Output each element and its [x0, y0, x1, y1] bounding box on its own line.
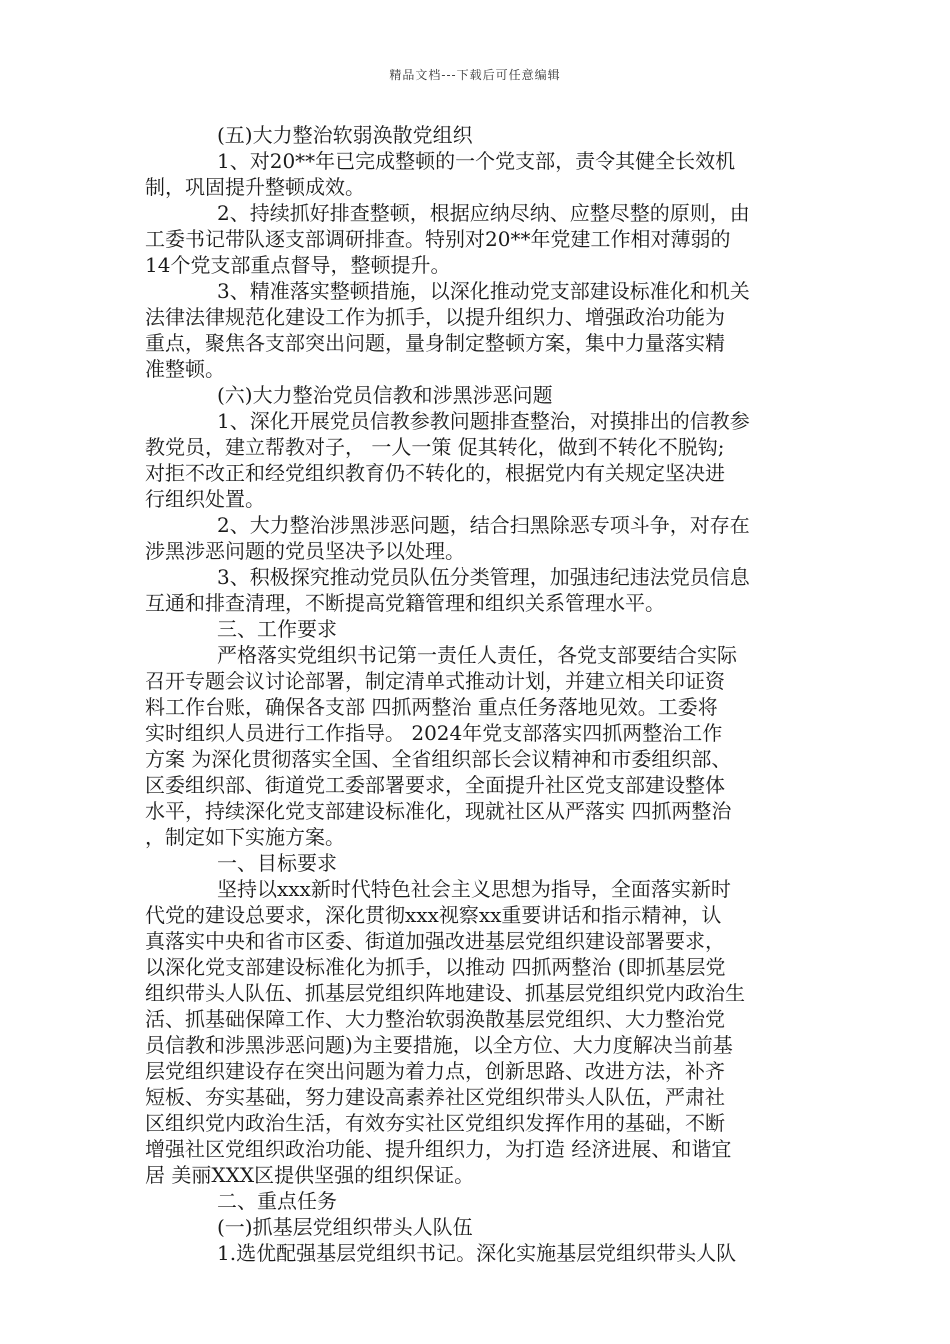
paragraph [145, 876, 807, 1188]
paragraph [145, 1240, 807, 1266]
paragraph [145, 850, 807, 876]
text-line: 互通和排查清理，不断提高党籍管理和组织关系管理水平。 [145, 591, 665, 615]
paragraph [145, 564, 807, 616]
text-line: 召开专题会议讨论部署，制定清单式推动计划，并建立相关印证资 [145, 669, 725, 693]
paragraph [145, 408, 807, 512]
paragraph [145, 278, 807, 382]
text-line: 居 美丽XXX区提供坚强的组织保证。 [145, 1163, 475, 1187]
text-line: 严格落实党组织书记第一责任人责任，各党支部要结合实际 [217, 643, 737, 667]
paragraph [145, 148, 807, 200]
text-line: 以深化党支部建设标准化为抓手，以推动 四抓两整治 (即抓基层党 [145, 955, 726, 979]
text-line: 2、持续抓好排查整顿，根据应纳尽纳、应整尽整的原则，由 [217, 201, 750, 225]
text-line: (六)大力整治党员信教和涉黑涉恶问题 [217, 383, 553, 407]
text-line: 二、重点任务 [217, 1189, 337, 1213]
text-line: 料工作台账，确保各支部 四抓两整治 重点任务落地见效。工委将 [145, 695, 718, 719]
text-line: 水平，持续深化党支部建设标准化，现就社区从严落实 四抓两整治 [145, 799, 732, 823]
document-body [145, 122, 807, 1266]
text-line: 三、工作要求 [217, 617, 337, 641]
text-line: 工委书记带队逐支部调研排查。特别对20**年党建工作相对薄弱的 [145, 227, 731, 251]
text-line: 3、积极探究推动党员队伍分类管理，加强违纪违法党员信息 [217, 565, 750, 589]
text-line: 区委组织部、街道党工委部署要求，全面提升社区党支部建设整体 [145, 773, 725, 797]
paragraph [145, 122, 807, 148]
text-line: 区组织党内政治生活，有效夯实社区党组织发挥作用的基础，不断 [145, 1111, 725, 1135]
text-line: 坚持以xxx新时代特色社会主义思想为指导，全面落实新时 [217, 877, 731, 901]
text-line: 1、对20**年已完成整顿的一个党支部，责令其健全长效机 [217, 149, 736, 173]
text-line: 行组织处置。 [145, 487, 265, 511]
text-line: 1.选优配强基层党组织书记。深化实施基层党组织带头人队 [217, 1241, 737, 1265]
text-line: 重点，聚焦各支部突出问题，量身制定整顿方案，集中力量落实精 [145, 331, 725, 355]
text-line: 2、大力整治涉黑涉恶问题，结合扫黑除恶专项斗争，对存在 [217, 513, 750, 537]
text-line: 组织带头人队伍、抓基层党组织阵地建设、抓基层党组织党内政治生 [145, 981, 745, 1005]
paragraph [145, 642, 807, 850]
text-line: 真落实中央和省市区委、街道加强改进基层党组织建设部署要求， [145, 929, 725, 953]
text-line: 准整顿。 [145, 357, 225, 381]
paragraph [145, 1188, 807, 1214]
text-line: 增强社区党组织政治功能、提升组织力，为打造 经济进展、和谐宜 [145, 1137, 732, 1161]
paragraph [145, 382, 807, 408]
text-line: (一)抓基层党组织带头人队伍 [217, 1215, 473, 1239]
text-line: (五)大力整治软弱涣散党组织 [217, 123, 473, 147]
text-line: 方案 为深化贯彻落实全国、全省组织部长会议精神和市委组织部、 [145, 747, 732, 771]
text-line: 3、精准落实整顿措施，以深化推动党支部建设标准化和机关 [217, 279, 750, 303]
text-line: 层党组织建设存在突出问题为着力点，创新思路、改进方法，补齐 [145, 1059, 725, 1083]
text-line: 制，巩固提升整顿成效。 [145, 175, 365, 199]
text-line: ，制定如下实施方案。 [145, 825, 345, 849]
text-line: 教党员，建立帮教对子， 一人一策 促其转化，做到不转化不脱钩; [145, 435, 725, 459]
text-line: 实时组织人员进行工作指导。 2024年党支部落实四抓两整治工作 [145, 721, 723, 745]
text-line: 法律法律规范化建设工作为抓手，以提升组织力、增强政治功能为 [145, 305, 725, 329]
paragraph [145, 512, 807, 564]
text-line: 对拒不改正和经党组织教育仍不转化的，根据党内有关规定坚决进 [145, 461, 725, 485]
text-line: 代党的建设总要求，深化贯彻xxx视察xx重要讲话和指示精神，认 [145, 903, 722, 927]
text-line: 员信教和涉黑涉恶问题)为主要措施，以全方位、大力度解决当前基 [145, 1033, 733, 1057]
paragraph [145, 200, 807, 278]
page-header: 精品文档---下载后可任意编辑 [389, 68, 561, 82]
text-line: 活、抓基础保障工作、大力整治软弱涣散基层党组织、大力整治党 [145, 1007, 725, 1031]
text-line: 涉黑涉恶问题的党员坚决予以处理。 [145, 539, 465, 563]
paragraph [145, 1214, 807, 1240]
text-line: 1、深化开展党员信教参教问题排查整治，对摸排出的信教参 [217, 409, 750, 433]
text-line: 一、目标要求 [217, 851, 337, 875]
text-line: 短板、夯实基础，努力建设高素养社区党组织带头人队伍，严肃社 [145, 1085, 725, 1109]
paragraph [145, 616, 807, 642]
text-line: 14个党支部重点督导，整顿提升。 [145, 253, 451, 277]
